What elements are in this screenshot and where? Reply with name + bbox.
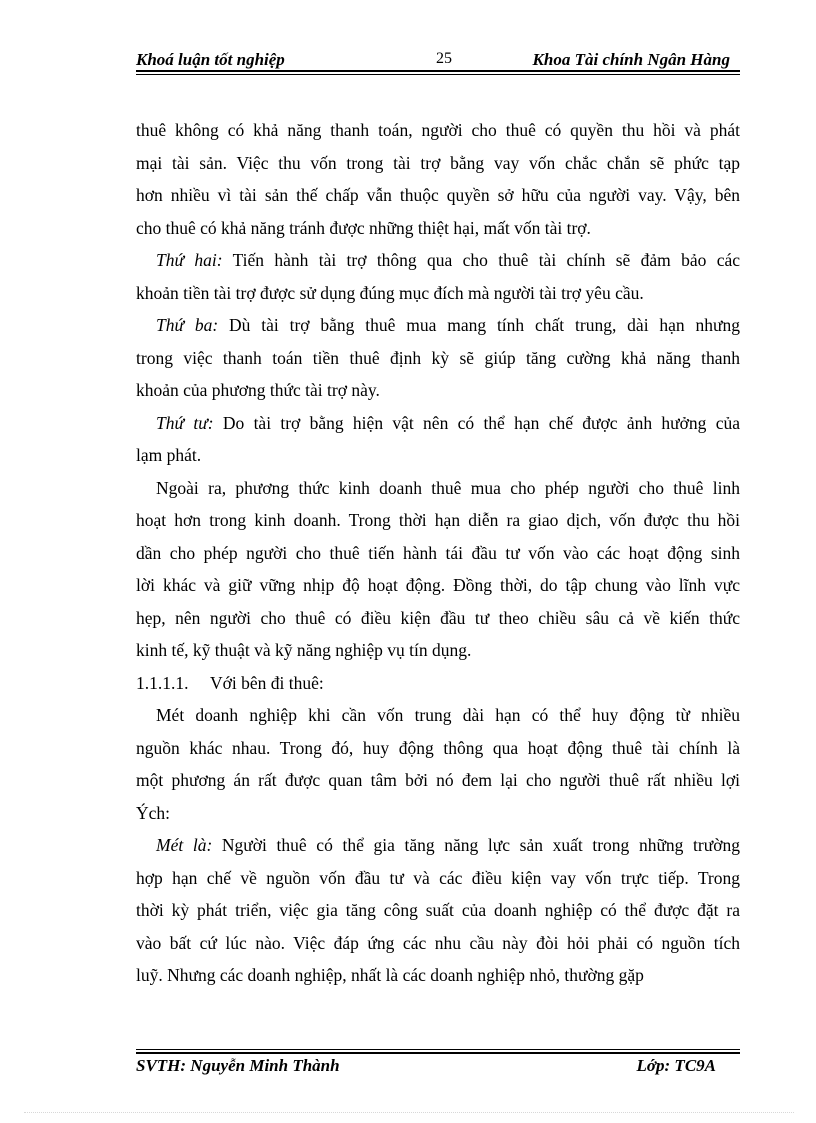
- header-rule-thin: [136, 74, 740, 75]
- text-line: Thứ hai: Tiến hành tài trợ thông qua cho thuê tài chính sẽ đảm bảo các: [156, 250, 741, 270]
- footer-rule-thin: [136, 1049, 740, 1050]
- section-heading: [136, 667, 740, 700]
- text-line: khoản tiền tài trợ được sử dụng đúng mục đích mà người tài trợ yêu cầu.: [136, 282, 644, 303]
- text-line: hẹp, nên người cho thuê có điều kiện đầu tư theo chiều sâu cả về kiến thức: [136, 607, 740, 628]
- text-line: cho thuê có khả năng tránh được những thiệt hại, mất vốn tài trợ.: [136, 217, 591, 238]
- page-edge-divider: [24, 1112, 794, 1113]
- header-faculty: Khoa Tài chính Ngân Hàng: [532, 50, 730, 69]
- page-footer: [136, 1054, 740, 1080]
- text-line: Thứ tư: Do tài trợ bằng hiện vật nên có thể hạn chế được ảnh hưởng của: [156, 412, 740, 433]
- text-line: hoạt hơn trong kinh doanh. Trong thời hạn diễn ra giao dịch, vốn được thu hồi: [136, 510, 740, 530]
- lead-term: Mét là:: [156, 835, 213, 855]
- lead-term: Thứ ba:: [156, 315, 219, 335]
- lead-term: Thứ hai:: [156, 250, 223, 270]
- text-line: Ngoài ra, phương thức kinh doanh thuê mua cho phép người cho thuê linh: [156, 477, 740, 498]
- text-line: thuê không có khả năng thanh toán, người cho thuê có quyền thu hồi và phát: [136, 120, 740, 140]
- header-thesis-title: Khoá luận tốt nghiệp: [136, 50, 285, 69]
- footer-student-name: SVTH: Nguyễn Minh Thành: [136, 1056, 340, 1075]
- footer-class: Lớp: TC9A: [636, 1056, 716, 1075]
- header-rule-thick: [136, 70, 740, 72]
- text-line: lạm phát.: [136, 445, 202, 465]
- text-line: nguồn khác nhau. Trong đó, huy động thông qua hoạt động thuê tài chính là: [136, 737, 740, 758]
- text-line: Thứ ba: Dù tài trợ bằng thuê mua mang tính chất trung, dài hạn nhưng: [156, 315, 740, 335]
- lead-term: Thứ tư:: [156, 412, 214, 433]
- text-line: vào bất cứ lúc nào. Việc đáp ứng các nhu cầu này đòi hỏi phải có nguồn tích: [136, 932, 740, 953]
- body-text: [136, 114, 740, 992]
- section-title: Với bên đi thuê:: [210, 672, 324, 693]
- text-line: Ých:: [136, 802, 171, 823]
- text-line: luỹ. Nhưng các doanh nghiệp, nhất là các doanh nghiệp nhỏ, thường gặp: [136, 965, 644, 985]
- text-line: lời khác và giữ vững nhịp độ hoạt động. Đồng thời, do tập chung vào lĩnh vực: [136, 575, 740, 595]
- text-line: Mét doanh nghiệp khi cần vốn trung dài hạn có thể huy động từ nhiều: [156, 705, 740, 725]
- text-line: mại tài sản. Việc thu vốn trong tài trợ bằng vay vốn chắc chắn sẽ phức tạp: [136, 152, 740, 173]
- text-line: một phương án rất được quan tâm bởi nó đem lại cho người thuê rất nhiều lợi: [136, 770, 740, 790]
- header-page-number: 25: [436, 50, 452, 67]
- section-number: 1.1.1.1.: [136, 672, 189, 693]
- text-line: thời kỳ phát triển, việc gia tăng công suất của doanh nghiệp có thể được đặt ra: [136, 900, 740, 920]
- text-line: kinh tế, kỹ thuật và kỹ năng nghiệp vụ tín dụng.: [136, 640, 472, 660]
- text-line: khoản của phương thức tài trợ này.: [136, 380, 380, 400]
- text-line: Mét là: Người thuê có thể gia tăng năng lực sản xuất trong những trường: [156, 835, 740, 855]
- text-line: dần cho phép người cho thuê tiến hành tái đầu tư vốn vào các hoạt động sinh: [136, 542, 740, 563]
- text-line: hơn nhiều vì tài sản thế chấp vẫn thuộc quyền sở hữu của người vay. Vậy, bên: [136, 185, 740, 205]
- text-line: hợp hạn chế về nguồn vốn đầu tư và các điều kiện vay vốn trực tiếp. Trong: [136, 867, 740, 888]
- text-line: trong việc thanh toán tiền thuê định kỳ sẽ giúp tăng cường khả năng thanh: [136, 347, 740, 368]
